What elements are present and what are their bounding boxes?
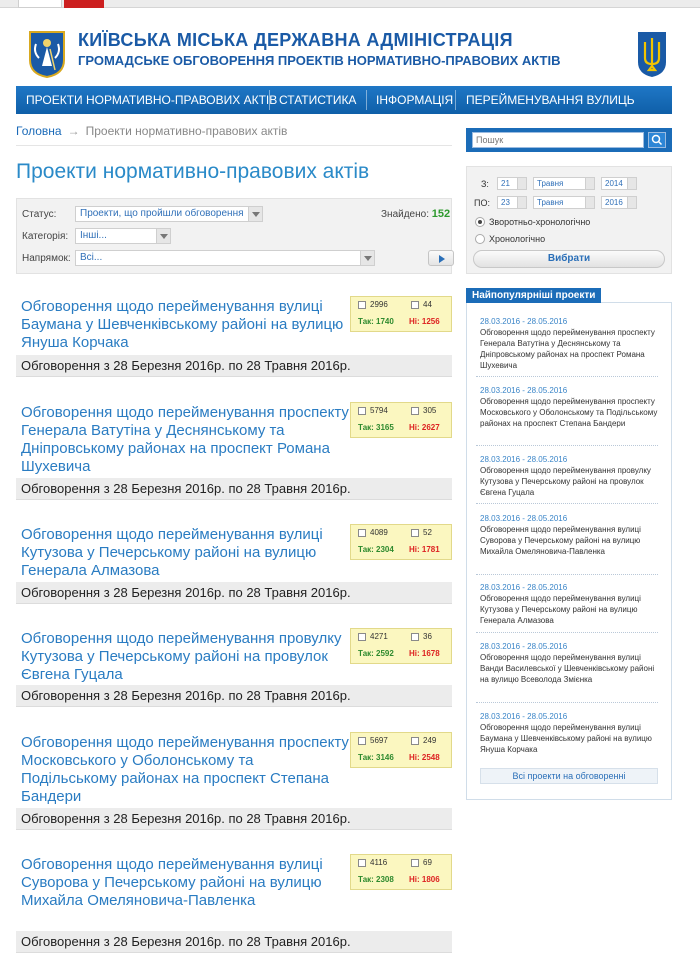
divider: [476, 632, 658, 633]
project-stats: [350, 628, 452, 664]
browser-tab-strip: [0, 0, 700, 8]
direction-select-value: Всі...: [80, 252, 103, 263]
votes-no: Ні: 1781: [409, 545, 440, 554]
project-title-link[interactable]: Обговорення щодо перейменування проспекту Московського у Оболонському та Подільському районах на проспект Степана Бандери: [21, 734, 349, 805]
comments-count: 249: [423, 736, 437, 745]
comments-icon: [411, 301, 419, 309]
direction-label: Напрямок:: [22, 253, 71, 264]
views-icon: [358, 737, 366, 745]
nav-item-street-renaming[interactable]: ПЕРЕЙМЕНУВАННЯ ВУЛИЦЬ: [466, 93, 635, 107]
from-year-select[interactable]: [601, 177, 637, 190]
status-select[interactable]: [75, 206, 263, 222]
project-title-link[interactable]: Обговорення щодо перейменування проспекту Генерала Ватутіна у Деснянському та Дніпровському районах на проспект Романа Шухевича: [21, 404, 349, 475]
divider: [476, 574, 658, 575]
votes-yes: Так: 3165: [358, 423, 394, 432]
search-icon: [649, 133, 665, 147]
from-day-value: 21: [501, 179, 510, 188]
popular-item[interactable]: [480, 711, 660, 755]
chevron-down-icon[interactable]: [585, 178, 594, 189]
views-icon: [358, 301, 366, 309]
from-year-value: 2014: [605, 179, 623, 188]
choose-button[interactable]: Вибрати: [473, 250, 665, 268]
divider: [476, 503, 658, 504]
category-select-value: Інші...: [80, 230, 107, 241]
popular-projects-title: Найпопулярніші проекти: [466, 288, 601, 303]
nav-item-statistics[interactable]: СТАТИСТИКА: [279, 93, 357, 107]
divider: [476, 445, 658, 446]
from-month-value: Травня: [537, 179, 564, 188]
kyiv-coat-of-arms-icon[interactable]: [28, 30, 66, 78]
views-icon: [358, 529, 366, 537]
chevron-down-icon[interactable]: [156, 229, 170, 243]
views-count: 4116: [370, 858, 388, 867]
comments-icon: [411, 633, 419, 641]
popular-item-date: 28.03.2016 - 28.05.2016: [480, 455, 568, 464]
apply-filter-button[interactable]: [428, 250, 454, 266]
popular-item[interactable]: [480, 385, 660, 429]
chevron-down-icon[interactable]: [360, 251, 374, 265]
date-filter-panel: [466, 166, 672, 274]
popular-item-date: 28.03.2016 - 28.05.2016: [480, 642, 568, 651]
sort-chrono-label: Хронологічно: [489, 234, 546, 244]
views-count: 2996: [370, 300, 388, 309]
popular-item-date: 28.03.2016 - 28.05.2016: [480, 712, 568, 721]
views-count: 4089: [370, 528, 388, 537]
breadcrumb-home-link[interactable]: Головна: [16, 124, 62, 138]
votes-no: Ні: 2627: [409, 423, 440, 432]
category-label: Категорія:: [22, 231, 69, 242]
views-count: 5794: [370, 406, 388, 415]
chevron-down-icon[interactable]: [248, 207, 262, 221]
project-date: Обговорення з 28 Березня 2016р. по 28 Травня 2016р.: [16, 355, 452, 377]
project-stats: [350, 524, 452, 560]
direction-select[interactable]: [75, 250, 375, 266]
popular-item[interactable]: [480, 454, 660, 498]
divider: [476, 702, 658, 703]
project-stats: [350, 402, 452, 438]
project-stats: [350, 296, 452, 332]
project-stats: [350, 854, 452, 890]
popular-item-date: 28.03.2016 - 28.05.2016: [480, 386, 568, 395]
chevron-down-icon[interactable]: [627, 197, 636, 208]
nav-divider: [366, 90, 367, 110]
to-month-select[interactable]: [533, 196, 595, 209]
nav-item-information[interactable]: ІНФОРМАЦІЯ: [376, 93, 454, 107]
comments-icon: [411, 859, 419, 867]
views-count: 4271: [370, 632, 388, 641]
to-label: ПО:: [474, 198, 490, 208]
popular-item-text[interactable]: Обговорення щодо перейменування провулку Кутузова у Печерському районі на провулок Євгена Гуцала: [480, 466, 651, 497]
votes-yes: Так: 2592: [358, 649, 394, 658]
popular-item-text[interactable]: Обговорення щодо перейменування вулиці Суворова у Печерському районі на вулицю Михайла Омеляновича-Павленка: [480, 525, 641, 556]
votes-no: Ні: 1678: [409, 649, 440, 658]
votes-no: Ні: 1806: [409, 875, 440, 884]
votes-yes: Так: 1740: [358, 317, 394, 326]
chevron-down-icon[interactable]: [517, 178, 526, 189]
votes-no: Ні: 1256: [409, 317, 440, 326]
from-day-select[interactable]: [497, 177, 527, 190]
project-date: Обговорення з 28 Березня 2016р. по 28 Травня 2016р.: [16, 582, 452, 604]
views-count: 5697: [370, 736, 388, 745]
comments-count: 305: [423, 406, 437, 415]
main-navigation: [16, 86, 672, 114]
from-month-select[interactable]: [533, 177, 595, 190]
views-icon: [358, 859, 366, 867]
popular-item[interactable]: [480, 582, 660, 626]
filter-panel: [16, 198, 452, 274]
breadcrumb: [16, 124, 287, 138]
popular-item-date: 28.03.2016 - 28.05.2016: [480, 583, 568, 592]
page-title: Проекти нормативно-правових актів: [16, 160, 370, 183]
nav-divider: [269, 90, 270, 110]
project-date: Обговорення з 28 Березня 2016р. по 28 Травня 2016р.: [16, 685, 452, 707]
votes-yes: Так: 2308: [358, 875, 394, 884]
project-title-link[interactable]: Обговорення щодо перейменування вулиці Кутузова у Печерському районі на вулицю Генерала Алмазова: [21, 526, 323, 579]
found-number: 152: [431, 208, 451, 220]
nav-divider: [455, 90, 456, 110]
votes-yes: Так: 2304: [358, 545, 394, 554]
popular-item-text[interactable]: Обговорення щодо перейменування вулиці Кутузова у Печерському районі на вулицю Генерала Алмазова: [480, 594, 641, 625]
popular-item-date: 28.03.2016 - 28.05.2016: [480, 514, 568, 523]
views-icon: [358, 407, 366, 415]
popular-item-text[interactable]: Обговорення щодо перейменування вулиці Баумана у Шевченківському районі на вулицю Януша Корчака: [480, 723, 652, 754]
status-select-value: Проекти, що пройшли обговорення: [80, 208, 244, 219]
comments-count: 44: [423, 300, 432, 309]
votes-yes: Так: 3146: [358, 753, 394, 762]
sort-chrono-radio[interactable]: [475, 234, 485, 244]
popular-item[interactable]: [480, 316, 660, 371]
to-day-value: 23: [501, 198, 510, 207]
site-header: [0, 8, 700, 86]
nav-item-projects[interactable]: ПРОЕКТИ НОРМАТИВНО-ПРАВОВИХ АКТІВ: [26, 93, 278, 107]
project-stats: [350, 732, 452, 768]
search-bar: [466, 128, 672, 152]
project-title-link[interactable]: Обговорення щодо перейменування провулку Кутузова у Печерському районі на провулок Євгена Гуцала: [21, 630, 342, 683]
project-date: Обговорення з 28 Березня 2016р. по 28 Травня 2016р.: [16, 931, 452, 953]
breadcrumb-arrow: →: [67, 124, 80, 138]
views-icon: [358, 633, 366, 641]
trident-icon: [636, 30, 668, 78]
project-date: Обговорення з 28 Березня 2016р. по 28 Травня 2016р.: [16, 478, 452, 500]
popular-item-text[interactable]: Обговорення щодо перейменування проспекту Генерала Ватутіна у Деснянському та Дніпровському районах на проспект Романа Шухевича: [480, 328, 655, 370]
from-label: З:: [481, 179, 489, 189]
comments-count: 69: [423, 858, 432, 867]
site-title: КИЇВСЬКА МІСЬКА ДЕРЖАВНА АДМІНІСТРАЦІЯ: [78, 30, 513, 50]
chevron-down-icon[interactable]: [585, 197, 594, 208]
popular-item-text[interactable]: Обговорення щодо перейменування вулиці Ванди Василевської у Шевченківському районі на вулицю Всеволода Змієнка: [480, 653, 655, 684]
tab-red[interactable]: [64, 0, 104, 8]
status-label: Статус:: [22, 209, 57, 220]
comments-icon: [411, 529, 419, 537]
to-day-select[interactable]: [497, 196, 527, 209]
found-label: Знайдено:: [381, 209, 429, 220]
search-button[interactable]: [648, 132, 666, 148]
popular-item[interactable]: [480, 513, 660, 557]
all-projects-link[interactable]: Всі проекти на обговоренні: [480, 768, 658, 784]
to-month-value: Травня: [537, 198, 564, 207]
sort-reverse-radio[interactable]: [475, 217, 485, 227]
search-input[interactable]: [472, 132, 644, 148]
divider: [16, 145, 452, 146]
breadcrumb-current: Проекти нормативно-правових актів: [85, 124, 288, 138]
found-count: [381, 208, 450, 220]
category-select[interactable]: [75, 228, 171, 244]
to-year-value: 2016: [605, 198, 623, 207]
to-year-select[interactable]: [601, 196, 637, 209]
chevron-down-icon[interactable]: [517, 197, 526, 208]
popular-item-text[interactable]: Обговорення щодо перейменування проспекту Московського у Оболонському та Подільському районах на проспект Степана Бандери: [480, 397, 658, 428]
divider: [476, 376, 658, 377]
comments-count: 36: [423, 632, 432, 641]
popular-item-date: 28.03.2016 - 28.05.2016: [480, 317, 568, 326]
tab-white[interactable]: [18, 0, 62, 8]
comments-count: 52: [423, 528, 432, 537]
project-date: Обговорення з 28 Березня 2016р. по 28 Травня 2016р.: [16, 808, 452, 830]
chevron-down-icon[interactable]: [627, 178, 636, 189]
sort-reverse-label: Зворотньо-хронологічно: [489, 217, 591, 227]
project-title-link[interactable]: Обговорення щодо перейменування вулиці Суворова у Печерському районі на вулицю Михайла Омеляновича-Павленка: [21, 856, 323, 909]
comments-icon: [411, 407, 419, 415]
site-subtitle: ГРОМАДСЬКЕ ОБГОВОРЕННЯ ПРОЕКТІВ НОРМАТИВНО-ПРАВОВИХ АКТІВ: [78, 53, 561, 68]
comments-icon: [411, 737, 419, 745]
votes-no: Ні: 2548: [409, 753, 440, 762]
popular-item[interactable]: [480, 641, 660, 685]
project-title-link[interactable]: Обговорення щодо перейменування вулиці Баумана у Шевченківському районі на вулицю Януша Корчака: [21, 298, 344, 351]
